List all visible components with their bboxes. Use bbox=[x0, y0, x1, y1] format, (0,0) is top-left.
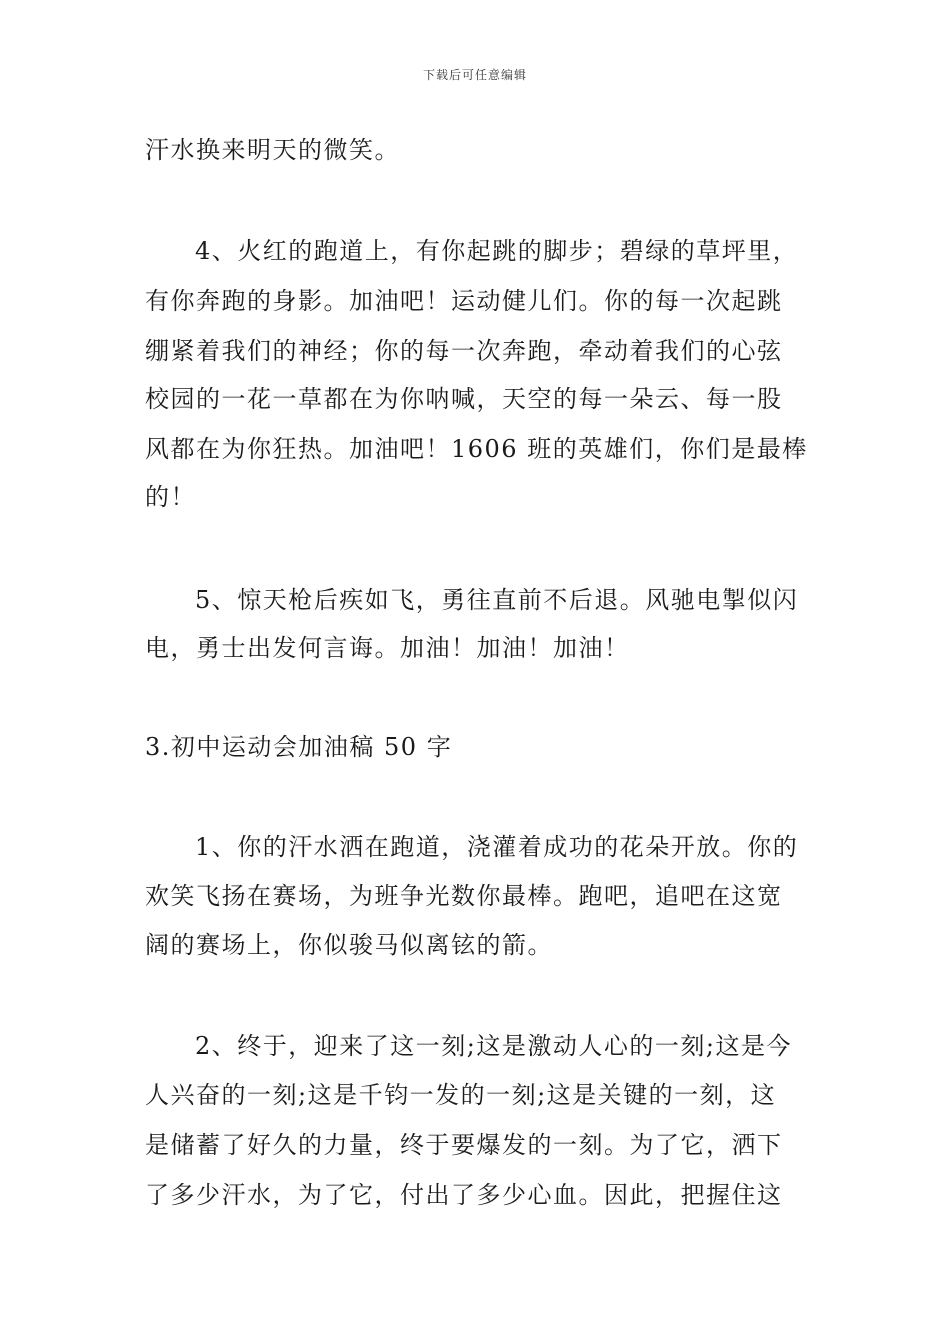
text-line: 5、惊天枪后疾如飞，勇往直前不后退。风驰电掣似闪 bbox=[195, 586, 799, 614]
text-line: 4、火红的跑道上，有你起跳的脚步；碧绿的草坪里， bbox=[195, 237, 799, 265]
text-line: 风都在为你狂热。加油吧！1606 班的英雄们，你们是最棒 bbox=[145, 435, 808, 463]
text-line: 1、你的汗水洒在跑道，浇灌着成功的花朵开放。你的 bbox=[195, 833, 799, 861]
text-line: 人兴奋的一刻;这是千钧一发的一刻;这是关键的一刻，这 bbox=[145, 1081, 777, 1109]
text-line: 有你奔跑的身影。加油吧！运动健儿们。你的每一次起跳 bbox=[145, 287, 783, 315]
text-line: 是储蓄了好久的力量，终于要爆发的一刻。为了它，洒下 bbox=[145, 1131, 783, 1159]
text-line: 绷紧着我们的神经；你的每一次奔跑，牵动着我们的心弦 bbox=[145, 337, 783, 365]
page-header-note: 下载后可任意编辑 bbox=[422, 68, 527, 82]
text-line: 欢笑飞扬在赛场，为班争光数你最棒。跑吧，追吧在这宽 bbox=[145, 882, 783, 910]
text-line: 阔的赛场上，你似骏马似离铉的箭。 bbox=[145, 931, 553, 959]
text-line: 2、终于，迎来了这一刻;这是激动人心的一刻;这是今 bbox=[195, 1032, 792, 1060]
section-heading: 3.初中运动会加油稿 50 字 bbox=[145, 733, 453, 761]
text-line: 电，勇士出发何言诲。加油！加油！加油！ bbox=[145, 634, 630, 662]
text-line: 汗水换来明天的微笑。 bbox=[145, 136, 400, 164]
text-line: 的！ bbox=[145, 483, 196, 511]
text-line: 校园的一花一草都在为你呐喊，天空的每一朵云、每一股 bbox=[145, 385, 783, 413]
text-line: 了多少汗水，为了它，付出了多少心血。因此，把握住这 bbox=[145, 1181, 783, 1209]
